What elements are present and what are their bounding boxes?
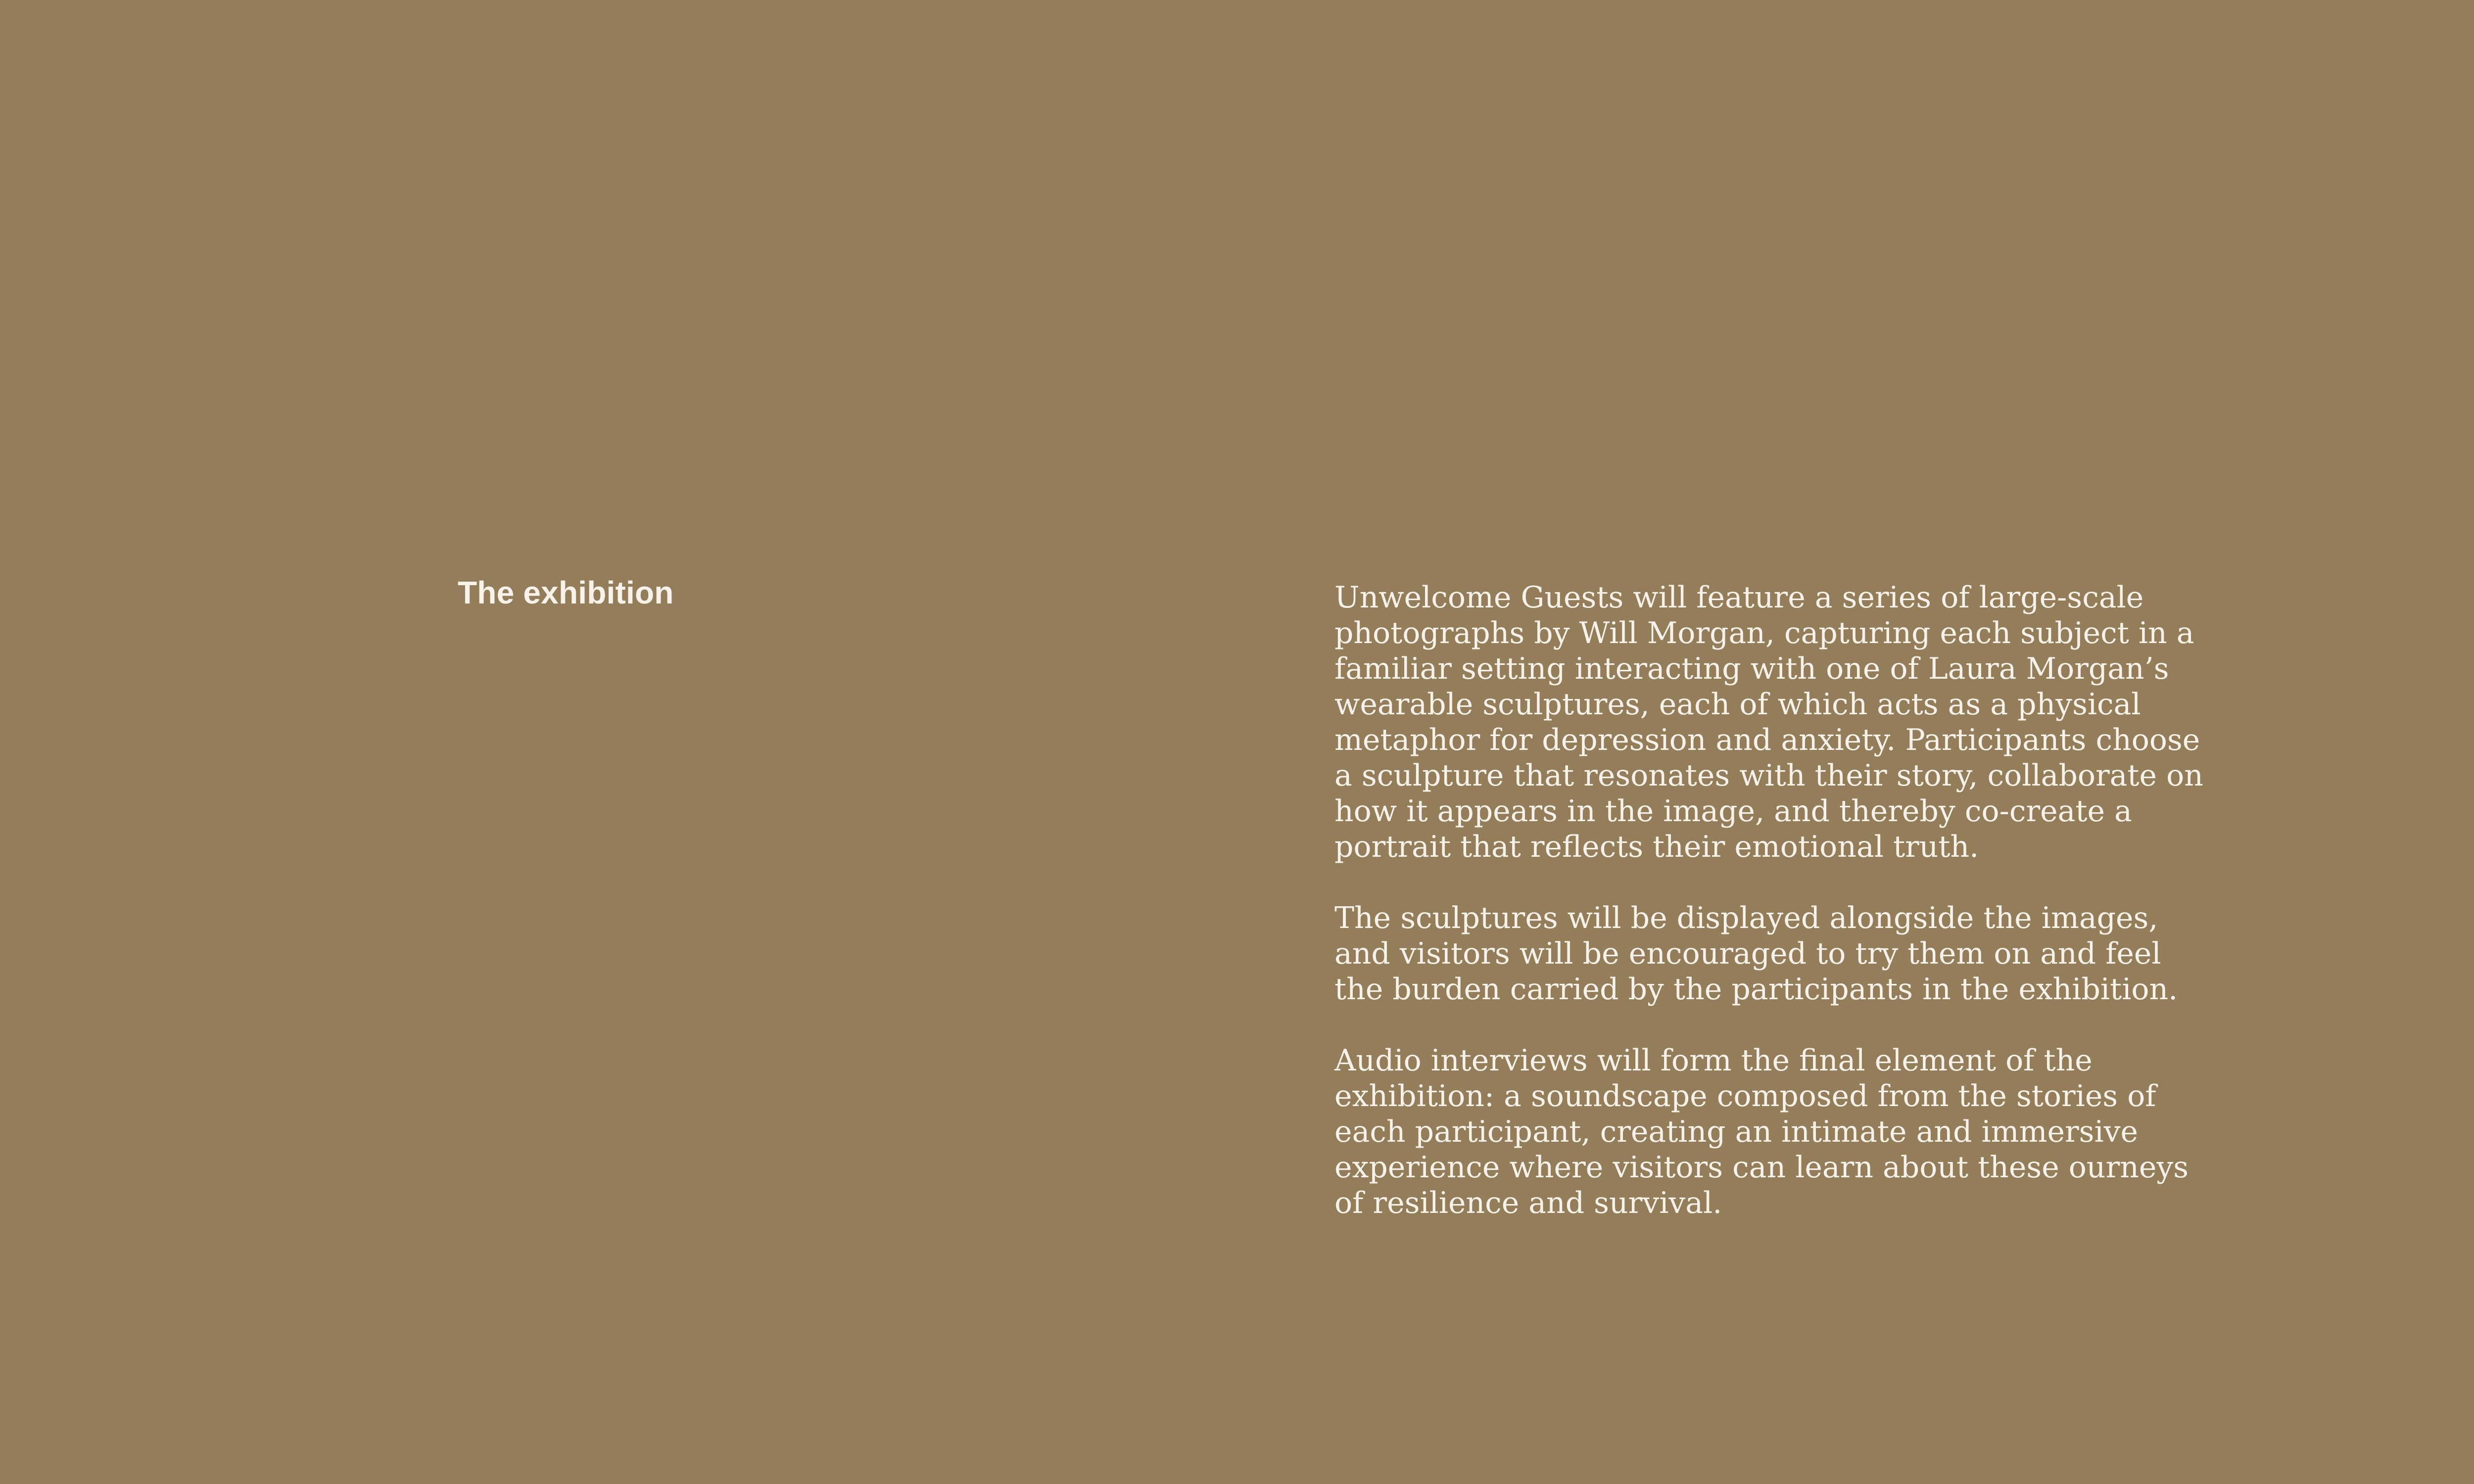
paragraph-sculptures: The sculptures will be displayed alongside the images, and visitors will be encouraged to try them on and feel the burden carried by the participants in the exhibition. bbox=[1334, 901, 2178, 1007]
exhibition-description bbox=[1334, 580, 2205, 1221]
paragraph-audio: Audio interviews will form the final element of the exhibition: a soundscape composed from the stories of each participant, creating an intimate and immersive experience where visitors can learn about these ourneys of resilience and survival. bbox=[1334, 1043, 2189, 1220]
paragraph-overview: Unwelcome Guests will feature a series of large-scale photographs by Will Morgan, capturing each subject in a familiar setting interacting with one of Laura Morgan’s wearable sculptures, each of which acts as a physical metaphor for depression and anxiety. Participants choose a sculpture that resonates with their story, collaborate on how it appears in the image, and thereby co-create a portrait that reflects their emotional truth. bbox=[1334, 580, 2203, 864]
section-heading: The exhibition bbox=[458, 575, 674, 610]
